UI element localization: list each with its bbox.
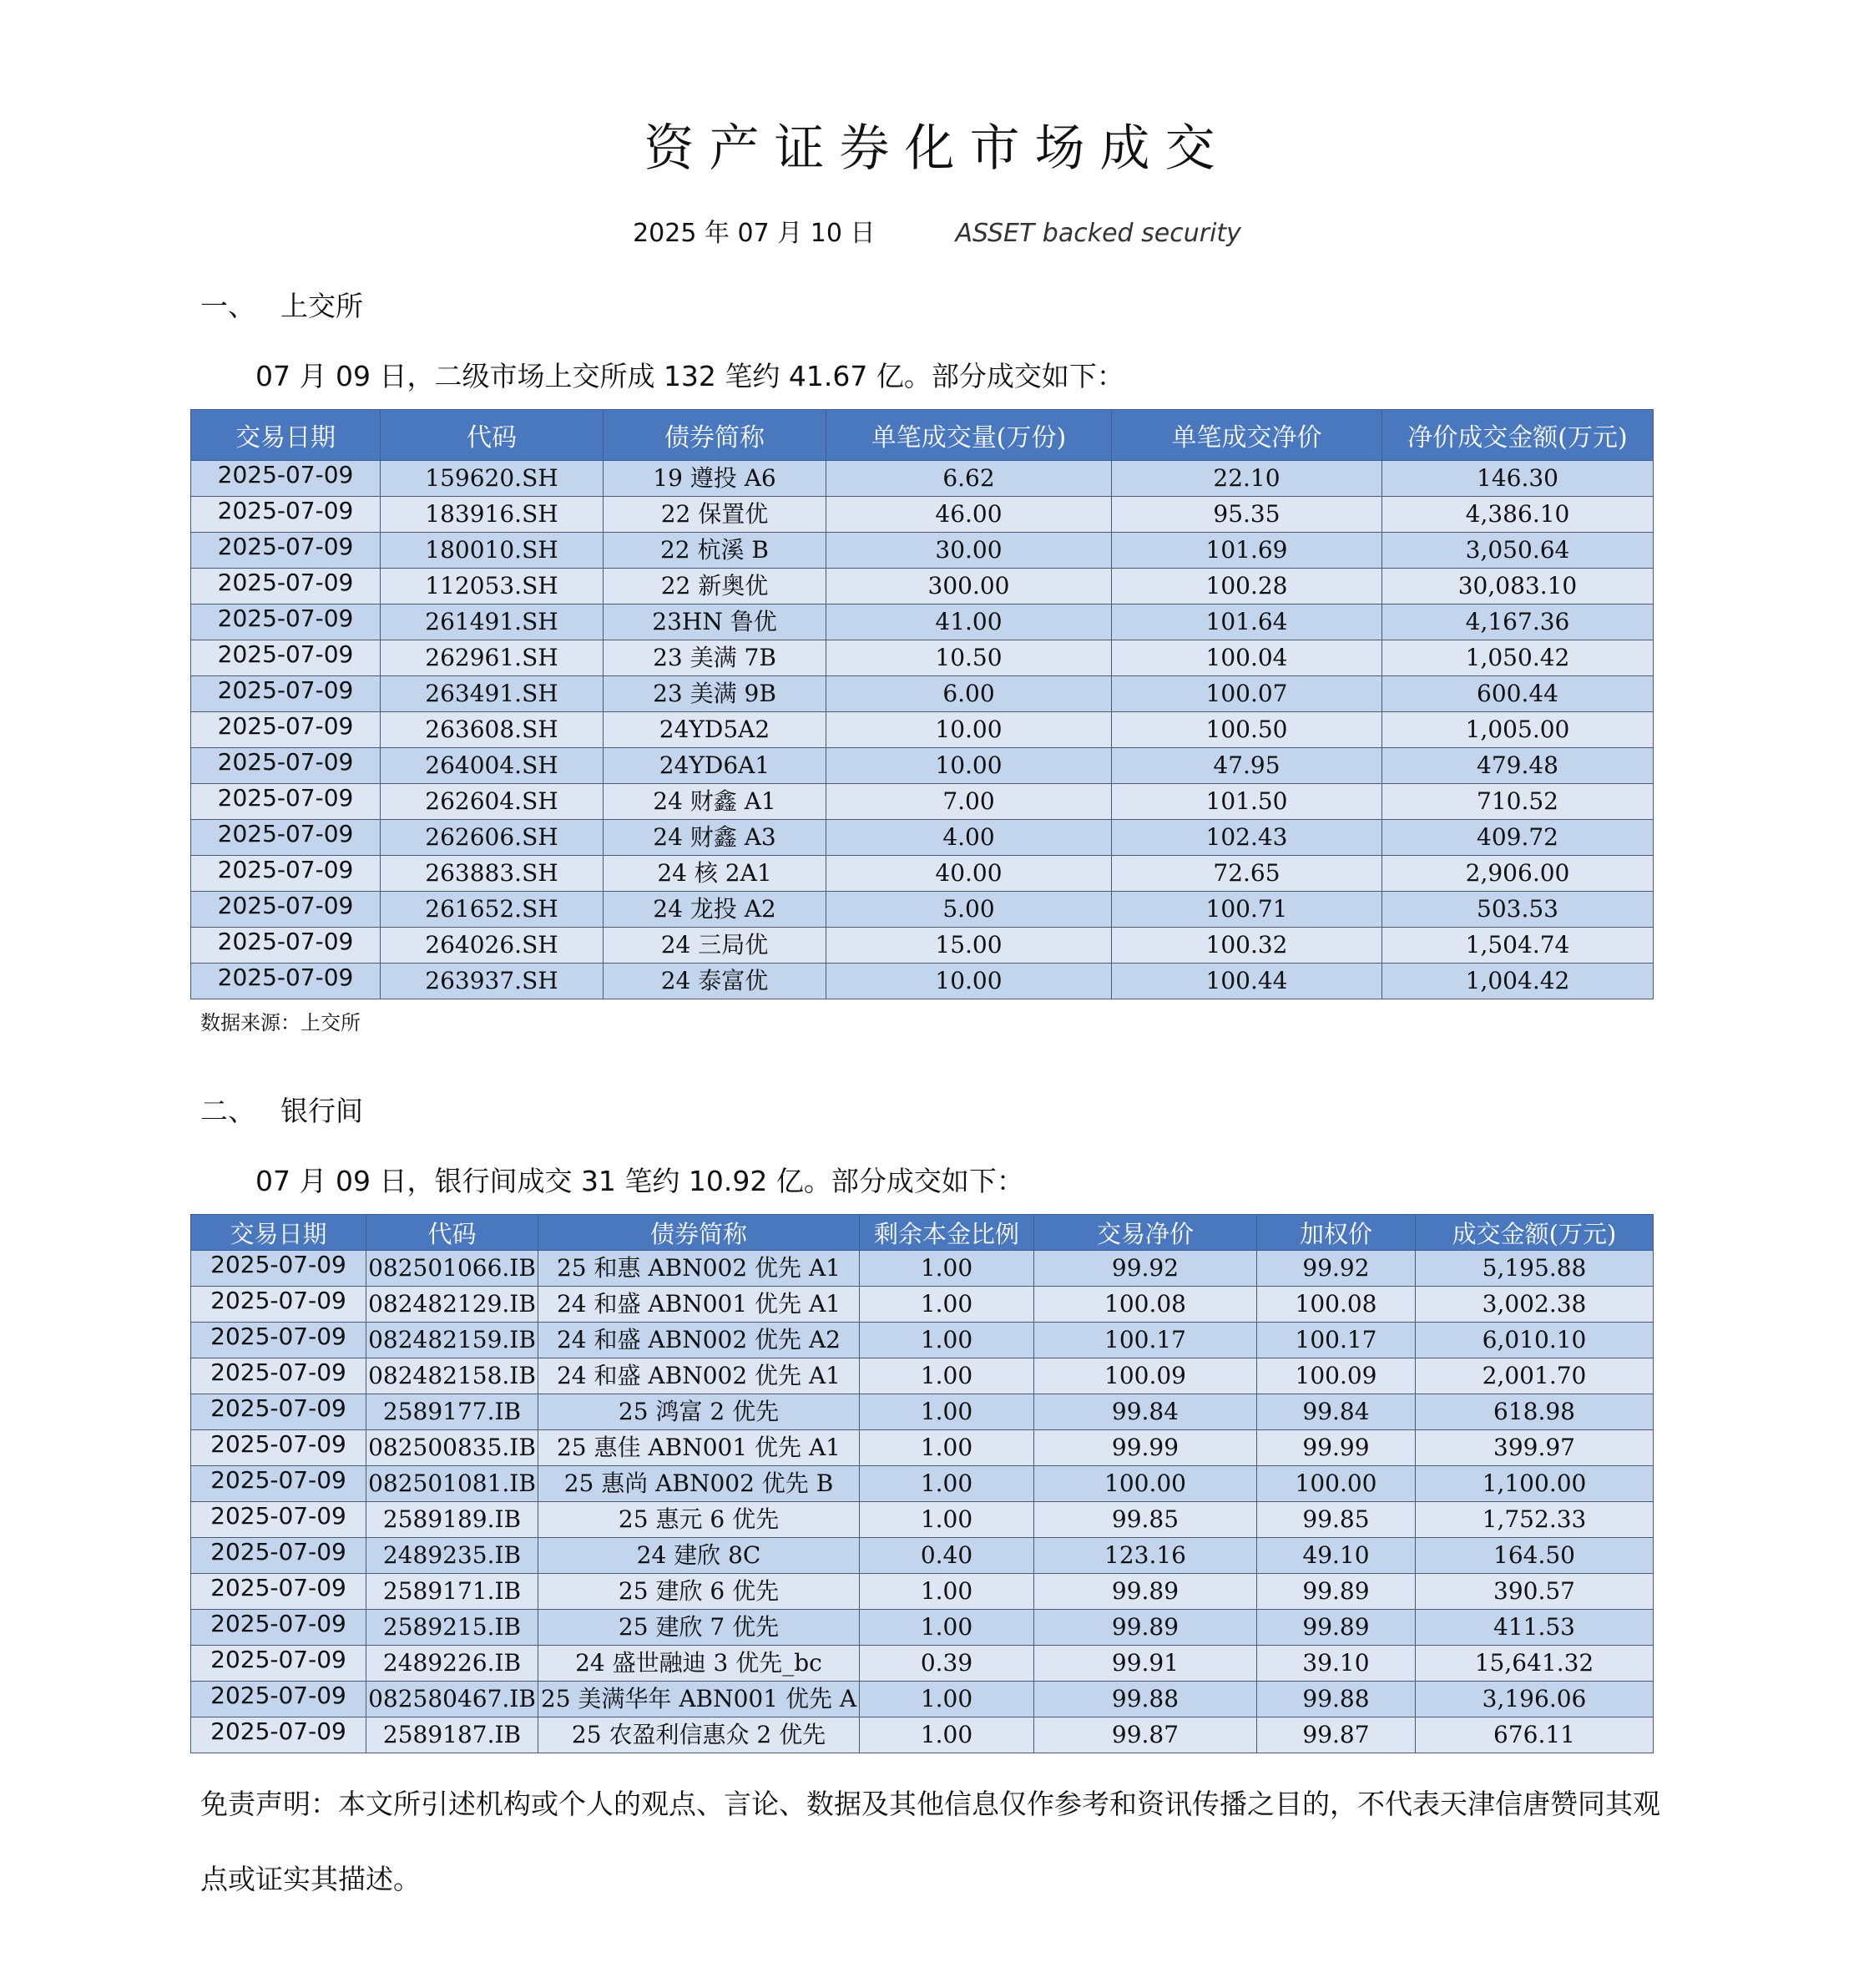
table-cell: 2025-07-09 [191, 497, 381, 533]
table-cell: 100.04 [1112, 640, 1382, 676]
page-title: 资产证券化市场成交 [644, 119, 1230, 178]
table-cell: 24 建欣 8C [538, 1538, 860, 1574]
table-cell: 082482159.IB [366, 1323, 538, 1358]
table-cell: 262604.SH [381, 784, 604, 820]
table-row [191, 533, 1654, 569]
table-cell: 183916.SH [381, 497, 604, 533]
table-cell: 24YD6A1 [604, 748, 826, 784]
table-cell: 10.00 [826, 964, 1112, 999]
table-cell: 2,001.70 [1416, 1358, 1654, 1394]
table-cell: 1.00 [860, 1682, 1034, 1717]
table-cell: 1.00 [860, 1394, 1034, 1430]
table-cell: 2025-07-09 [191, 676, 381, 712]
table-cell: 100.50 [1112, 712, 1382, 748]
section-title: 银行间 [280, 1095, 363, 1127]
table-cell: 1.00 [860, 1358, 1034, 1394]
table-cell: 2589187.IB [366, 1717, 538, 1753]
table-cell: 95.35 [1112, 497, 1382, 533]
table-row [191, 1610, 1654, 1646]
data-source-note: 数据来源：上交所 [200, 1011, 361, 1034]
table-cell: 25 建欣 6 优先 [538, 1574, 860, 1610]
table-row [191, 892, 1654, 928]
table-header-row [191, 1215, 1654, 1251]
table-cell: 262606.SH [381, 820, 604, 856]
table-cell: 503.53 [1382, 892, 1654, 928]
table-cell: 25 建欣 7 优先 [538, 1610, 860, 1646]
column-header: 债券简称 [604, 410, 826, 461]
table-cell: 72.65 [1112, 856, 1382, 892]
table-row [191, 640, 1654, 676]
table-cell: 25 美满华年 ABN001 优先 A [538, 1682, 860, 1717]
table-row [191, 1502, 1654, 1538]
table-cell: 101.64 [1112, 604, 1382, 640]
table-cell: 1.00 [860, 1502, 1034, 1538]
table-cell: 2589177.IB [366, 1394, 538, 1430]
table-cell: 100.08 [1034, 1287, 1257, 1323]
table-cell: 99.84 [1034, 1394, 1257, 1430]
table-cell: 082501081.IB [366, 1466, 538, 1502]
table-cell: 2025-07-09 [191, 820, 381, 856]
table-cell: 2025-07-09 [191, 604, 381, 640]
table-cell: 2489235.IB [366, 1538, 538, 1574]
sse-trades-table [190, 409, 1654, 999]
table-cell: 2025-07-09 [191, 1251, 366, 1287]
table-cell: 24 泰富优 [604, 964, 826, 999]
table-row [191, 569, 1654, 604]
table-cell: 261652.SH [381, 892, 604, 928]
table-cell: 2589171.IB [366, 1574, 538, 1610]
table-cell: 1,752.33 [1416, 1502, 1654, 1538]
table-cell: 2025-07-09 [191, 1682, 366, 1717]
column-header: 成交金额(万元) [1416, 1215, 1654, 1251]
table-cell: 100.08 [1257, 1287, 1416, 1323]
table-cell: 1.00 [860, 1251, 1034, 1287]
table-row [191, 1682, 1654, 1717]
table-cell: 15.00 [826, 928, 1112, 964]
table-cell: 1.00 [860, 1717, 1034, 1753]
table-cell: 24 财鑫 A1 [604, 784, 826, 820]
english-subtitle: ASSET backed security [955, 219, 1241, 248]
column-header: 债券简称 [538, 1215, 860, 1251]
column-header: 代码 [381, 410, 604, 461]
table-cell: 2025-07-09 [191, 640, 381, 676]
table-cell: 10.50 [826, 640, 1112, 676]
table-cell: 22.10 [1112, 461, 1382, 497]
table-cell: 10.00 [826, 748, 1112, 784]
date-line [0, 215, 1874, 252]
table-cell: 49.10 [1257, 1538, 1416, 1574]
table-cell: 100.28 [1112, 569, 1382, 604]
section-intro-sse: 07 月 09 日，二级市场上交所成 132 笔约 41.67 亿。部分成交如下： [255, 360, 1124, 392]
table-cell: 262961.SH [381, 640, 604, 676]
table-cell: 99.91 [1034, 1646, 1257, 1682]
column-header: 净价成交金额(万元) [1382, 410, 1654, 461]
table-cell: 2025-07-09 [191, 569, 381, 604]
table-cell: 99.89 [1257, 1610, 1416, 1646]
table-cell: 1.00 [860, 1430, 1034, 1466]
table-cell: 2589189.IB [366, 1502, 538, 1538]
table-row [191, 748, 1654, 784]
table-cell: 618.98 [1416, 1394, 1654, 1430]
column-header: 交易日期 [191, 410, 381, 461]
column-header: 单笔成交净价 [1112, 410, 1382, 461]
table-cell: 22 杭溪 B [604, 533, 826, 569]
table-cell: 24 盛世融迪 3 优先_bc [538, 1646, 860, 1682]
table-cell: 25 和惠 ABN002 优先 A1 [538, 1251, 860, 1287]
table-cell: 1.00 [860, 1466, 1034, 1502]
table-cell: 3,050.64 [1382, 533, 1654, 569]
table-cell: 100.07 [1112, 676, 1382, 712]
table-cell: 2025-07-09 [191, 1323, 366, 1358]
table-cell: 4,386.10 [1382, 497, 1654, 533]
table-cell: 2025-07-09 [191, 712, 381, 748]
table-cell: 264026.SH [381, 928, 604, 964]
table-cell: 46.00 [826, 497, 1112, 533]
table-cell: 7.00 [826, 784, 1112, 820]
table-cell: 25 惠尚 ABN002 优先 B [538, 1466, 860, 1502]
table-row [191, 820, 1654, 856]
table-cell: 2025-07-09 [191, 1502, 366, 1538]
table-cell: 390.57 [1416, 1574, 1654, 1610]
table-cell: 10.00 [826, 712, 1112, 748]
table-cell: 123.16 [1034, 1538, 1257, 1574]
table-cell: 2025-07-09 [191, 1394, 366, 1430]
table-cell: 2025-07-09 [191, 1430, 366, 1466]
table-cell: 082500835.IB [366, 1430, 538, 1466]
table-cell: 100.44 [1112, 964, 1382, 999]
table-cell: 2025-07-09 [191, 1358, 366, 1394]
table-cell: 99.89 [1034, 1574, 1257, 1610]
table-cell: 082482129.IB [366, 1287, 538, 1323]
table-cell: 99.85 [1034, 1502, 1257, 1538]
table-cell: 6,010.10 [1416, 1323, 1654, 1358]
table-cell: 99.87 [1034, 1717, 1257, 1753]
table-cell: 41.00 [826, 604, 1112, 640]
column-header: 单笔成交量(万份) [826, 410, 1112, 461]
table-cell: 1.00 [860, 1574, 1034, 1610]
table-cell: 2025-07-09 [191, 533, 381, 569]
table-cell: 24 龙投 A2 [604, 892, 826, 928]
table-cell: 99.92 [1034, 1251, 1257, 1287]
table-row [191, 856, 1654, 892]
table-cell: 99.89 [1257, 1574, 1416, 1610]
section-heading-interbank [200, 1092, 363, 1131]
table-cell: 25 惠元 6 优先 [538, 1502, 860, 1538]
table-cell: 99.99 [1257, 1430, 1416, 1466]
table-cell: 101.50 [1112, 784, 1382, 820]
table-cell: 99.92 [1257, 1251, 1416, 1287]
table-cell: 15,641.32 [1416, 1646, 1654, 1682]
table-row [191, 1646, 1654, 1682]
table-cell: 24 和盛 ABN001 优先 A1 [538, 1287, 860, 1323]
table-cell: 2025-07-09 [191, 461, 381, 497]
table-cell: 6.62 [826, 461, 1112, 497]
table-cell: 25 鸿富 2 优先 [538, 1394, 860, 1430]
table-row [191, 1574, 1654, 1610]
table-cell: 24YD5A2 [604, 712, 826, 748]
table-cell: 164.50 [1416, 1538, 1654, 1574]
table-row [191, 1358, 1654, 1394]
table-cell: 112053.SH [381, 569, 604, 604]
table-cell: 1.00 [860, 1610, 1034, 1646]
table-cell: 1.00 [860, 1287, 1034, 1323]
table-cell: 2025-07-09 [191, 1574, 366, 1610]
table-cell: 25 惠佳 ABN001 优先 A1 [538, 1430, 860, 1466]
table-cell: 100.09 [1257, 1358, 1416, 1394]
table-cell: 2025-07-09 [191, 1466, 366, 1502]
table-cell: 99.85 [1257, 1502, 1416, 1538]
table-cell: 100.17 [1257, 1323, 1416, 1358]
table-cell: 22 新奥优 [604, 569, 826, 604]
column-header: 加权价 [1257, 1215, 1416, 1251]
table-cell: 100.00 [1034, 1466, 1257, 1502]
table-row [191, 1394, 1654, 1430]
table-cell: 22 保置优 [604, 497, 826, 533]
table-cell: 2025-07-09 [191, 892, 381, 928]
table-cell: 082580467.IB [366, 1682, 538, 1717]
table-cell: 30,083.10 [1382, 569, 1654, 604]
section-number: 一、 [200, 290, 255, 322]
table-cell: 2025-07-09 [191, 784, 381, 820]
table-cell: 100.32 [1112, 928, 1382, 964]
table-cell: 4.00 [826, 820, 1112, 856]
table-cell: 24 和盛 ABN002 优先 A1 [538, 1358, 860, 1394]
table-row [191, 676, 1654, 712]
table-cell: 2025-07-09 [191, 964, 381, 999]
table-cell: 2025-07-09 [191, 1538, 366, 1574]
table-cell: 5.00 [826, 892, 1112, 928]
column-header: 交易净价 [1034, 1215, 1257, 1251]
table-row [191, 712, 1654, 748]
table-cell: 159620.SH [381, 461, 604, 497]
table-row [191, 1287, 1654, 1323]
table-row [191, 497, 1654, 533]
table-cell: 2489226.IB [366, 1646, 538, 1682]
table-cell: 263937.SH [381, 964, 604, 999]
table-row [191, 1466, 1654, 1502]
table-cell: 100.71 [1112, 892, 1382, 928]
table-cell: 100.17 [1034, 1323, 1257, 1358]
table-cell: 4,167.36 [1382, 604, 1654, 640]
table-cell: 5,195.88 [1416, 1251, 1654, 1287]
table-cell: 3,002.38 [1416, 1287, 1654, 1323]
section-heading-sse [200, 287, 363, 326]
table-cell: 23 美满 7B [604, 640, 826, 676]
section-title: 上交所 [280, 290, 363, 322]
table-cell: 1.00 [860, 1323, 1034, 1358]
interbank-trades-table [190, 1214, 1654, 1753]
table-cell: 47.95 [1112, 748, 1382, 784]
table-row [191, 461, 1654, 497]
table-cell: 39.10 [1257, 1646, 1416, 1682]
table-cell: 676.11 [1416, 1717, 1654, 1753]
section-intro-interbank: 07 月 09 日，银行间成交 31 笔约 10.92 亿。部分成交如下： [255, 1165, 1024, 1197]
table-cell: 1,050.42 [1382, 640, 1654, 676]
table-cell: 263883.SH [381, 856, 604, 892]
column-header: 交易日期 [191, 1215, 366, 1251]
table-cell: 0.39 [860, 1646, 1034, 1682]
table-cell: 2,906.00 [1382, 856, 1654, 892]
table-cell: 6.00 [826, 676, 1112, 712]
table-cell: 24 核 2A1 [604, 856, 826, 892]
table-cell: 600.44 [1382, 676, 1654, 712]
table-cell: 2025-07-09 [191, 748, 381, 784]
table-cell: 19 遵投 A6 [604, 461, 826, 497]
table-cell: 23HN 鲁优 [604, 604, 826, 640]
table-cell: 2025-07-09 [191, 856, 381, 892]
table-cell: 99.88 [1034, 1682, 1257, 1717]
table-cell: 263491.SH [381, 676, 604, 712]
table-row [191, 784, 1654, 820]
table-cell: 1,504.74 [1382, 928, 1654, 964]
table-cell: 24 财鑫 A3 [604, 820, 826, 856]
table-cell: 1,100.00 [1416, 1466, 1654, 1502]
table-cell: 261491.SH [381, 604, 604, 640]
table-cell: 264004.SH [381, 748, 604, 784]
table-cell: 99.89 [1034, 1610, 1257, 1646]
table-cell: 2025-07-09 [191, 1287, 366, 1323]
table-cell: 1,004.42 [1382, 964, 1654, 999]
table-cell: 101.69 [1112, 533, 1382, 569]
table-row [191, 1251, 1654, 1287]
table-cell: 479.48 [1382, 748, 1654, 784]
table-row [191, 1430, 1654, 1466]
table-cell: 180010.SH [381, 533, 604, 569]
table-cell: 99.87 [1257, 1717, 1416, 1753]
table-cell: 102.43 [1112, 820, 1382, 856]
table-row [191, 1538, 1654, 1574]
table-cell: 0.40 [860, 1538, 1034, 1574]
table-cell: 2589215.IB [366, 1610, 538, 1646]
table-cell: 30.00 [826, 533, 1112, 569]
table-cell: 100.00 [1257, 1466, 1416, 1502]
table-cell: 3,196.06 [1416, 1682, 1654, 1717]
table-row [191, 604, 1654, 640]
table-cell: 99.84 [1257, 1394, 1416, 1430]
table-cell: 263608.SH [381, 712, 604, 748]
disclaimer: 免责声明：本文所引述机构或个人的观点、言论、数据及其他信息仅作参考和资讯传播之目的，不代表天津信唐赞同其观点或证实其描述。 [200, 1788, 1660, 1895]
column-header: 剩余本金比例 [860, 1215, 1034, 1251]
table-cell: 2025-07-09 [191, 1717, 366, 1753]
table-row [191, 1717, 1654, 1753]
table-cell: 24 和盛 ABN002 优先 A2 [538, 1323, 860, 1358]
table-cell: 40.00 [826, 856, 1112, 892]
table-cell: 082482158.IB [366, 1358, 538, 1394]
table-cell: 100.09 [1034, 1358, 1257, 1394]
table-cell: 23 美满 9B [604, 676, 826, 712]
table-cell: 2025-07-09 [191, 928, 381, 964]
table-cell: 409.72 [1382, 820, 1654, 856]
table-cell: 24 三局优 [604, 928, 826, 964]
table-row [191, 964, 1654, 999]
table-cell: 082501066.IB [366, 1251, 538, 1287]
table-row [191, 928, 1654, 964]
report-date: 2025 年 07 月 10 日 [633, 219, 876, 248]
table-cell: 710.52 [1382, 784, 1654, 820]
table-cell: 146.30 [1382, 461, 1654, 497]
table-cell: 99.99 [1034, 1430, 1257, 1466]
table-cell: 1,005.00 [1382, 712, 1654, 748]
table-cell: 2025-07-09 [191, 1610, 366, 1646]
table-cell: 25 农盈利信惠众 2 优先 [538, 1717, 860, 1753]
table-cell: 99.88 [1257, 1682, 1416, 1717]
table-cell: 399.97 [1416, 1430, 1654, 1466]
table-cell: 2025-07-09 [191, 1646, 366, 1682]
table-row [191, 1323, 1654, 1358]
column-header: 代码 [366, 1215, 538, 1251]
table-header-row [191, 410, 1654, 461]
section-number: 二、 [200, 1095, 255, 1127]
table-cell: 300.00 [826, 569, 1112, 604]
table-cell: 411.53 [1416, 1610, 1654, 1646]
